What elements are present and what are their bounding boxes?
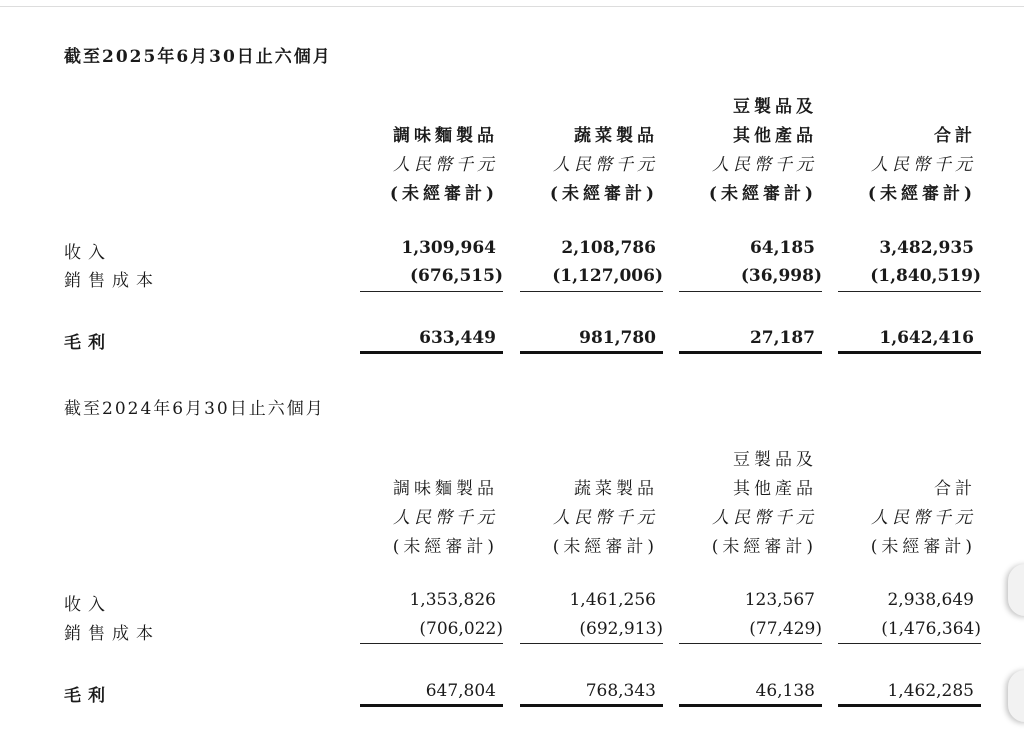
cell-cost-of-sales: (77,429) — [749, 619, 822, 639]
column-name-line1: 豆製品及 — [733, 450, 817, 470]
cell-cost-of-sales: (36,998) — [740, 266, 822, 286]
total-rule — [520, 704, 663, 707]
total-rule — [838, 351, 981, 354]
column-name-line1: 豆製品及 — [733, 97, 817, 117]
column-currency: 人民幣千元 — [871, 508, 976, 528]
subtotal-rule — [838, 643, 981, 644]
column-name: 蔬菜製品 — [574, 126, 658, 146]
subtotal-rule — [360, 643, 503, 644]
cell-revenue: 1,309,964 — [401, 238, 496, 258]
column-header-seasoned-flour — [318, 122, 498, 209]
column-note: (未經審計) — [392, 537, 498, 557]
cell-revenue: 64,185 — [749, 238, 815, 258]
cell-revenue: 1,461,256 — [569, 590, 656, 610]
cell-gross-profit: 647,804 — [425, 681, 496, 701]
cell-revenue: 2,108,786 — [561, 238, 656, 258]
row-label-cost-of-sales: 銷售成本 — [64, 271, 160, 291]
column-note: (未經審計) — [552, 537, 658, 557]
cell-cost-of-sales: (676,515) — [410, 266, 503, 286]
cell-cost-of-sales: (1,840,519) — [870, 266, 981, 286]
total-rule — [838, 704, 981, 707]
total-rule — [520, 351, 663, 354]
column-note: (未經審計) — [708, 184, 817, 204]
cell-cost-of-sales: (706,022) — [419, 619, 503, 639]
column-currency: 人民幣千元 — [712, 155, 817, 175]
cell-gross-profit: 981,780 — [579, 328, 656, 348]
subtotal-rule — [360, 291, 503, 292]
period-title-2025: 截至2025年6月30日止六個月 — [64, 47, 332, 67]
column-note: (未經審計) — [867, 184, 976, 204]
column-note: (未經審計) — [870, 537, 976, 557]
total-rule — [360, 704, 503, 707]
cell-revenue: 123,567 — [744, 590, 815, 610]
period-title-2024: 截至2024年6月30日止六個月 — [64, 399, 325, 419]
subtotal-rule — [520, 291, 663, 292]
column-header-seasoned-flour — [318, 475, 498, 562]
column-currency: 人民幣千元 — [393, 155, 498, 175]
column-header-vegetable — [478, 475, 658, 562]
column-name: 調味麵製品 — [393, 126, 498, 146]
row-label-revenue: 收入 — [64, 243, 112, 263]
cell-cost-of-sales: (1,127,006) — [552, 266, 663, 286]
cell-gross-profit: 633,449 — [419, 328, 496, 348]
cell-gross-profit: 768,343 — [585, 681, 656, 701]
column-name: 合計 — [934, 126, 976, 146]
column-header-bean-other — [637, 93, 817, 209]
column-name: 其他產品 — [733, 126, 817, 146]
column-currency: 人民幣千元 — [553, 155, 658, 175]
subtotal-rule — [679, 291, 822, 292]
column-currency: 人民幣千元 — [553, 508, 658, 528]
column-name: 蔬菜製品 — [574, 479, 658, 499]
cell-revenue: 1,353,826 — [409, 590, 496, 610]
cell-gross-profit: 27,187 — [749, 328, 815, 348]
edge-scroll-button[interactable] — [1008, 670, 1024, 722]
column-note: (未經審計) — [549, 184, 658, 204]
subtotal-rule — [679, 643, 822, 644]
column-header-bean-other — [637, 446, 817, 562]
column-header-total — [796, 122, 976, 209]
cell-gross-profit: 1,462,285 — [887, 681, 974, 701]
column-currency: 人民幣千元 — [393, 508, 498, 528]
subtotal-rule — [520, 643, 663, 644]
cell-cost-of-sales: (692,913) — [579, 619, 663, 639]
cell-revenue: 3,482,935 — [879, 238, 974, 258]
subtotal-rule — [838, 291, 981, 292]
row-label-revenue: 收入 — [64, 595, 112, 615]
row-label-gross-profit: 毛利 — [64, 333, 112, 353]
total-rule — [360, 351, 503, 354]
column-name: 合計 — [934, 479, 976, 499]
column-note: (未經審計) — [389, 184, 498, 204]
column-note: (未經審計) — [711, 537, 817, 557]
column-currency: 人民幣千元 — [871, 155, 976, 175]
column-name: 其他產品 — [733, 479, 817, 499]
cell-revenue: 2,938,649 — [887, 590, 974, 610]
edge-scroll-button[interactable] — [1008, 564, 1024, 616]
column-name: 調味麵製品 — [393, 479, 498, 499]
total-rule — [679, 351, 822, 354]
row-label-cost-of-sales: 銷售成本 — [64, 624, 160, 644]
cell-gross-profit: 1,642,416 — [879, 328, 974, 348]
cell-cost-of-sales: (1,476,364) — [881, 619, 981, 639]
cell-gross-profit: 46,138 — [755, 681, 815, 701]
column-header-vegetable — [478, 122, 658, 209]
column-header-total — [796, 475, 976, 562]
column-currency: 人民幣千元 — [712, 508, 817, 528]
row-label-gross-profit: 毛利 — [64, 686, 112, 706]
total-rule — [679, 704, 822, 707]
top-divider — [0, 6, 1024, 7]
